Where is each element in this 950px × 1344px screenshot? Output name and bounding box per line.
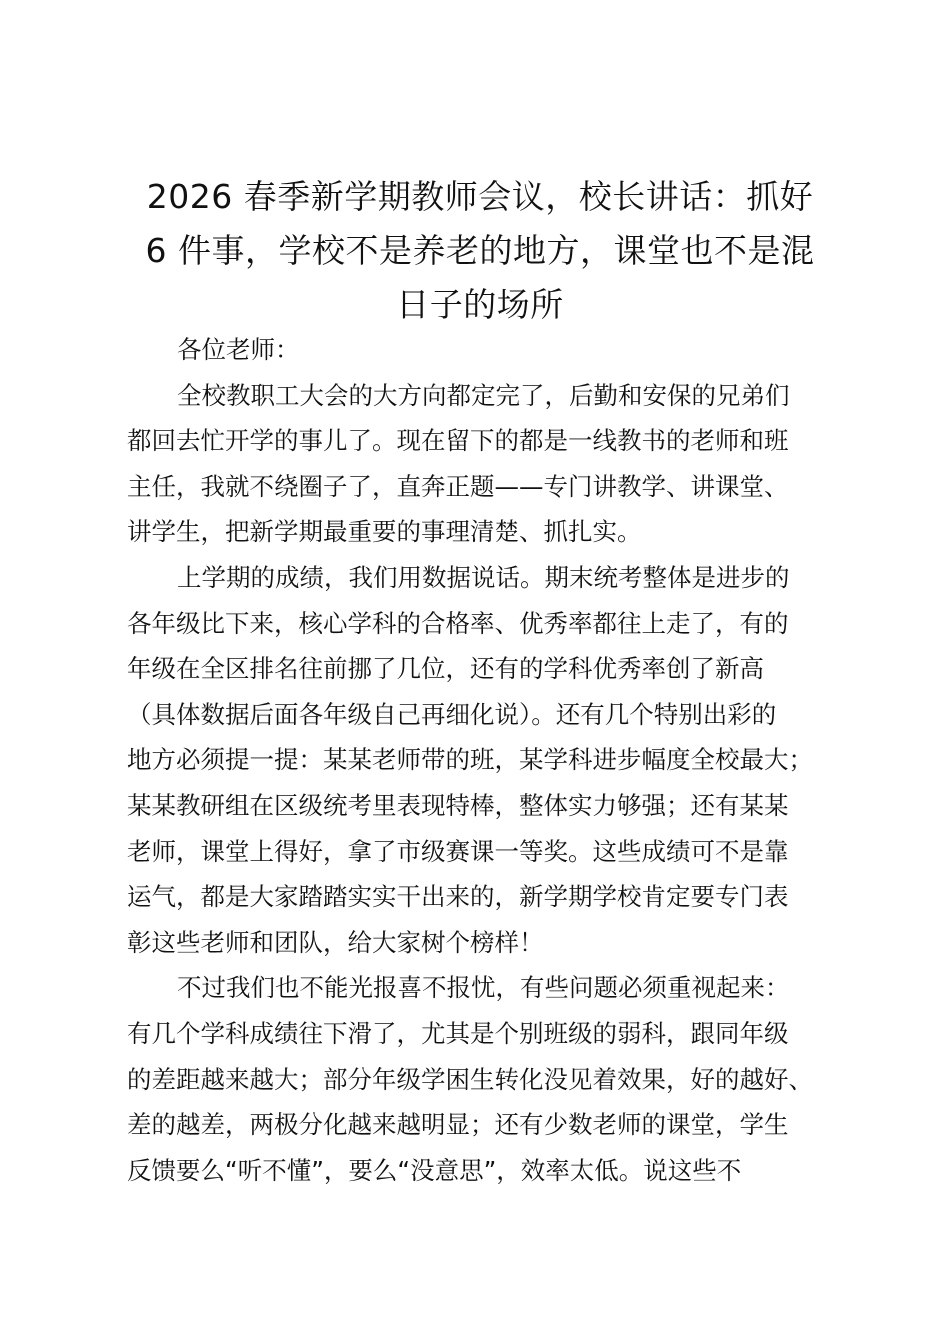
text-line: 都回去忙开学的事儿了。现在留下的都是一线教书的老师和班 <box>127 426 789 456</box>
text-line: 老师，课堂上得好，拿了市级赛课一等奖。这些成绩可不是靠 <box>127 836 789 866</box>
document-body <box>127 327 847 1193</box>
title-line: 6 件事，学校不是养老的地方，课堂也不是混 <box>145 231 815 270</box>
text-line: 各位老师： <box>177 335 300 364</box>
text-line: 上学期的成绩，我们用数据说话。期末统考整体是进步的 <box>177 562 790 592</box>
document-title <box>120 170 840 332</box>
salutation-paragraph <box>127 327 847 373</box>
text-line: 的差距越来越大；部分年级学困生转化没见着效果，好的越好、 <box>127 1064 813 1094</box>
text-line: 地方必须提一提：某某老师带的班，某学科进步幅度全校最大； <box>127 745 813 775</box>
text-line: 主任，我就不绕圈子了，直奔正题——专门讲教学、讲课堂、 <box>127 471 789 501</box>
title-line: 2026 春季新学期教师会议，校长讲话：抓好 <box>146 177 814 216</box>
text-line: （具体数据后面各年级自己再细化说）。还有几个特别出彩的 <box>127 699 777 729</box>
achievements-paragraph <box>127 555 847 965</box>
problems-paragraph <box>127 965 847 1193</box>
text-line: 年级在全区排名往前挪了几位，还有的学科优秀率创了新高 <box>127 654 764 684</box>
text-line: 有几个学科成绩往下滑了，尤其是个别班级的弱科，跟同年级 <box>127 1018 789 1048</box>
text-line: 彰这些老师和团队，给大家树个榜样！ <box>127 927 544 957</box>
text-line: 全校教职工大会的大方向都定完了，后勤和安保的兄弟们 <box>177 380 790 410</box>
title-line: 日子的场所 <box>396 285 564 324</box>
text-line: 某某教研组在区级统考里表现特棒，整体实力够强；还有某某 <box>127 790 789 820</box>
text-line: 各年级比下来，核心学科的合格率、优秀率都往上走了，有的 <box>127 608 789 638</box>
text-line: 不过我们也不能光报喜不报忧，有些问题必须重视起来： <box>177 973 790 1003</box>
text-line: 运气，都是大家踏踏实实干出来的，新学期学校肯定要专门表 <box>127 882 789 912</box>
text-line: 讲学生，把新学期最重要的事理清楚、抓扎实。 <box>127 517 642 547</box>
text-line: 反馈要么“听不懂”，要么“没意思”，效率太低。说这些不 <box>127 1155 742 1185</box>
intro-paragraph <box>127 373 847 555</box>
text-line: 差的越差，两极分化越来越明显；还有少数老师的课堂，学生 <box>127 1110 789 1140</box>
